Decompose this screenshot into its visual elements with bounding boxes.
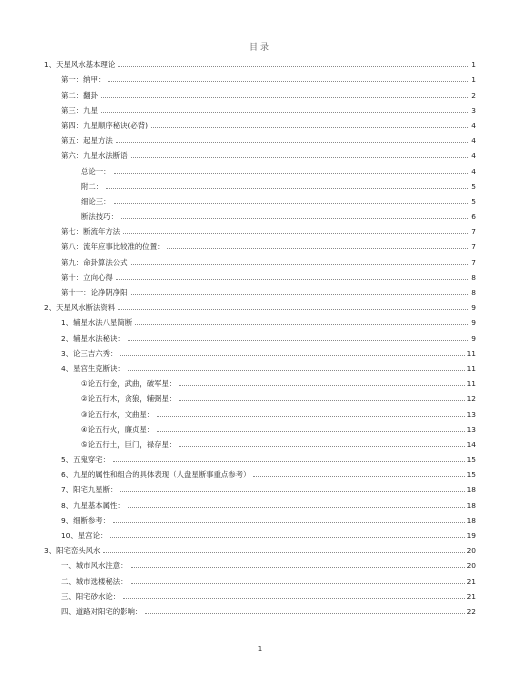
toc-dot-leader — [123, 233, 468, 234]
toc-entry[interactable] — [44, 343, 476, 358]
toc-dot-leader — [121, 218, 468, 219]
toc-dot-leader — [135, 324, 468, 325]
toc-entry-label: 2、辅星水法秘诀： — [61, 333, 125, 343]
toc-entry-page: 20 — [466, 561, 476, 571]
toc-entry-page: 7 — [471, 227, 476, 237]
toc-entry-label: 3、阳宅峦头风水 — [44, 546, 101, 556]
toc-entry[interactable] — [44, 206, 476, 221]
toc-dot-leader — [114, 173, 468, 174]
toc-dot-leader — [253, 476, 464, 477]
toc-entry-label: 四、道路对阳宅的影响： — [61, 606, 143, 616]
toc-entry-page: 7 — [471, 257, 476, 267]
toc-dot-leader — [157, 416, 464, 417]
toc-entry[interactable] — [44, 525, 476, 540]
toc-entry[interactable] — [44, 434, 476, 449]
toc-entry[interactable] — [44, 419, 476, 434]
toc-entry-label: 5、五鬼穿宅： — [61, 455, 111, 465]
toc-entry[interactable] — [44, 601, 476, 616]
toc-entry-label: 第一：纳甲： — [61, 75, 106, 85]
toc-entry[interactable] — [44, 510, 476, 525]
toc-entry-label: 2、天星风水断法资料 — [44, 303, 116, 313]
toc-entry-page: 1 — [471, 60, 476, 70]
toc-entry-label: ①论五行金，武曲，破军星： — [81, 379, 177, 389]
toc-entry-page: 19 — [466, 531, 476, 540]
toc-entry-label: 第六：九星水法断语 — [61, 151, 128, 161]
toc-entry-page: 15 — [466, 455, 476, 465]
toc-entry-label: 4、星宫生克断诀： — [61, 363, 125, 373]
toc-entry-label: 第八：流年应事比较准的位置： — [61, 242, 165, 252]
toc-entry[interactable] — [44, 555, 476, 570]
toc-entry-label: ②论五行木，贪狼，辅弼星： — [81, 394, 177, 404]
toc-dot-leader — [101, 97, 468, 98]
toc-entry[interactable] — [44, 54, 476, 69]
toc-entry-label: 6、九星的属性和组合的具体表现（人盘星断事重点参考） — [61, 470, 251, 480]
toc-dot-leader — [157, 431, 464, 432]
table-of-contents — [44, 54, 476, 616]
toc-entry-label: 3、论三吉六秀： — [61, 348, 118, 358]
toc-entry[interactable] — [44, 312, 476, 327]
toc-entry-page: 15 — [466, 470, 476, 480]
toc-entry-label: ⑤论五行土，巨门，禄存星： — [81, 439, 177, 449]
toc-entry-page: 13 — [466, 424, 476, 434]
toc-dot-leader — [128, 507, 465, 508]
toc-entry-label: 第二：翻卦 — [61, 90, 98, 100]
toc-entry-page: 20 — [466, 546, 476, 556]
toc-dot-leader — [145, 613, 464, 614]
toc-entry-page: 13 — [466, 409, 476, 419]
toc-dot-leader — [123, 598, 464, 599]
toc-entry[interactable] — [44, 115, 476, 130]
toc-entry-label: 断法技巧： — [81, 212, 118, 222]
toc-entry-page: 18 — [466, 485, 476, 495]
toc-entry-label: 第四：九星顺序秘诀(必背) — [61, 120, 149, 130]
toc-entry-page: 1 — [471, 75, 476, 85]
toc-entry-page: 2 — [471, 90, 476, 100]
toc-entry-page: 18 — [466, 515, 476, 525]
toc-entry[interactable] — [44, 251, 476, 266]
toc-dot-leader — [179, 385, 464, 386]
toc-entry-page: 11 — [466, 363, 476, 373]
toc-entry[interactable] — [44, 191, 476, 206]
toc-dot-leader — [131, 294, 468, 295]
toc-entry-label: 9、细断参考： — [61, 515, 111, 525]
toc-entry-label: 第五：起星方法 — [61, 136, 113, 146]
toc-entry[interactable] — [44, 494, 476, 509]
toc-entry-page: 5 — [471, 196, 476, 206]
toc-entry[interactable] — [44, 403, 476, 418]
toc-entry-label: 第七：断流年方法 — [61, 227, 121, 237]
toc-entry-label: 8、九星基本属性： — [61, 500, 125, 510]
toc-entry[interactable] — [44, 267, 476, 282]
toc-entry-label: 三、阳宅砂水论： — [61, 591, 121, 601]
toc-entry-page: 4 — [471, 151, 476, 161]
toc-entry-label: 总论一： — [81, 166, 111, 176]
toc-dot-leader — [131, 567, 465, 568]
toc-entry-label: 7、阳宅九星断： — [61, 485, 118, 495]
toc-entry[interactable] — [44, 221, 476, 236]
toc-entry-page: 5 — [471, 181, 476, 191]
toc-dot-leader — [113, 461, 465, 462]
toc-entry-page: 4 — [471, 136, 476, 146]
toc-entry-label: 1、辅星水法八星简断 — [61, 318, 133, 328]
toc-dot-leader — [118, 66, 468, 67]
toc-entry-label: 1、天星风水基本理论 — [44, 60, 116, 70]
toc-entry-page: 22 — [466, 606, 476, 616]
toc-entry-page: 3 — [471, 105, 476, 115]
toc-entry[interactable] — [44, 570, 476, 585]
toc-entry-label: 附二： — [81, 181, 104, 191]
toc-entry[interactable] — [44, 297, 476, 312]
toc-entry-label: 10、星宫论： — [61, 531, 108, 540]
toc-entry-page: 12 — [466, 394, 476, 404]
toc-entry-page: 14 — [466, 439, 476, 449]
toc-entry-label: 第十一：论净阴净阳 — [61, 288, 128, 297]
toc-dot-leader — [113, 522, 465, 523]
toc-entry[interactable] — [44, 540, 476, 555]
toc-entry[interactable] — [44, 84, 476, 99]
toc-dot-leader — [120, 355, 464, 356]
toc-entry[interactable] — [44, 145, 476, 160]
toc-entry-label: 二、城市选楼秘法： — [61, 576, 128, 586]
toc-entry-page: 4 — [471, 120, 476, 130]
toc-dot-leader — [131, 157, 468, 158]
toc-dot-leader — [120, 491, 464, 492]
toc-entry[interactable] — [44, 479, 476, 494]
toc-entry-label: 第三：九星 — [61, 105, 98, 115]
toc-dot-leader — [108, 81, 468, 82]
toc-entry[interactable] — [44, 464, 476, 479]
toc-entry[interactable] — [44, 160, 476, 175]
toc-entry-page: 9 — [471, 333, 476, 343]
page-title: 目录 — [248, 43, 271, 53]
toc-dot-leader — [179, 446, 464, 447]
toc-entry-page: 18 — [466, 500, 476, 510]
toc-entry-label: ③论五行水，文曲星： — [81, 409, 155, 419]
toc-dot-leader — [118, 309, 468, 310]
toc-entry-page: 8 — [471, 272, 476, 282]
toc-dot-leader — [110, 537, 464, 538]
toc-dot-leader — [128, 340, 468, 341]
toc-entry[interactable] — [44, 236, 476, 251]
toc-entry-label: ④论五行火，廉贞星： — [81, 424, 155, 434]
toc-entry-page: 7 — [471, 242, 476, 252]
toc-entry[interactable] — [44, 388, 476, 403]
toc-dot-leader — [131, 583, 465, 584]
toc-entry[interactable] — [44, 327, 476, 342]
toc-entry-label: 第九：命卦算法公式 — [61, 257, 128, 267]
toc-entry[interactable] — [44, 282, 476, 297]
toc-dot-leader — [114, 203, 468, 204]
toc-entry[interactable] — [44, 358, 476, 373]
toc-dot-leader — [106, 188, 468, 189]
toc-entry-page: 11 — [466, 348, 476, 358]
toc-entry-page: 4 — [471, 166, 476, 176]
toc-entry[interactable] — [44, 100, 476, 115]
toc-entry-page: 21 — [466, 576, 476, 586]
toc-entry[interactable] — [44, 176, 476, 191]
toc-dot-leader — [128, 370, 465, 371]
toc-entry-label: 一、城市风水注意： — [61, 561, 128, 571]
toc-entry-page: 6 — [471, 212, 476, 222]
toc-dot-leader — [101, 112, 468, 113]
toc-dot-leader — [167, 248, 468, 249]
toc-entry-page: 21 — [466, 591, 476, 601]
toc-dot-leader — [179, 400, 464, 401]
toc-entry[interactable] — [44, 449, 476, 464]
toc-dot-leader — [116, 279, 468, 280]
toc-entry-label: 细论三： — [81, 196, 111, 206]
toc-dot-leader — [116, 142, 468, 143]
toc-dot-leader — [103, 552, 464, 553]
page-number: 1 — [257, 645, 263, 653]
toc-dot-leader — [131, 264, 468, 265]
toc-entry[interactable] — [44, 69, 476, 84]
toc-entry[interactable] — [44, 586, 476, 601]
toc-entry-label: 第十：立向心得 — [61, 272, 113, 282]
toc-entry-page: 9 — [471, 303, 476, 313]
toc-dot-leader — [151, 127, 468, 128]
toc-entry-page: 8 — [471, 288, 476, 297]
toc-entry[interactable] — [44, 130, 476, 145]
toc-entry-page: 9 — [471, 318, 476, 328]
toc-entry-page: 11 — [466, 379, 476, 389]
toc-entry[interactable] — [44, 373, 476, 388]
